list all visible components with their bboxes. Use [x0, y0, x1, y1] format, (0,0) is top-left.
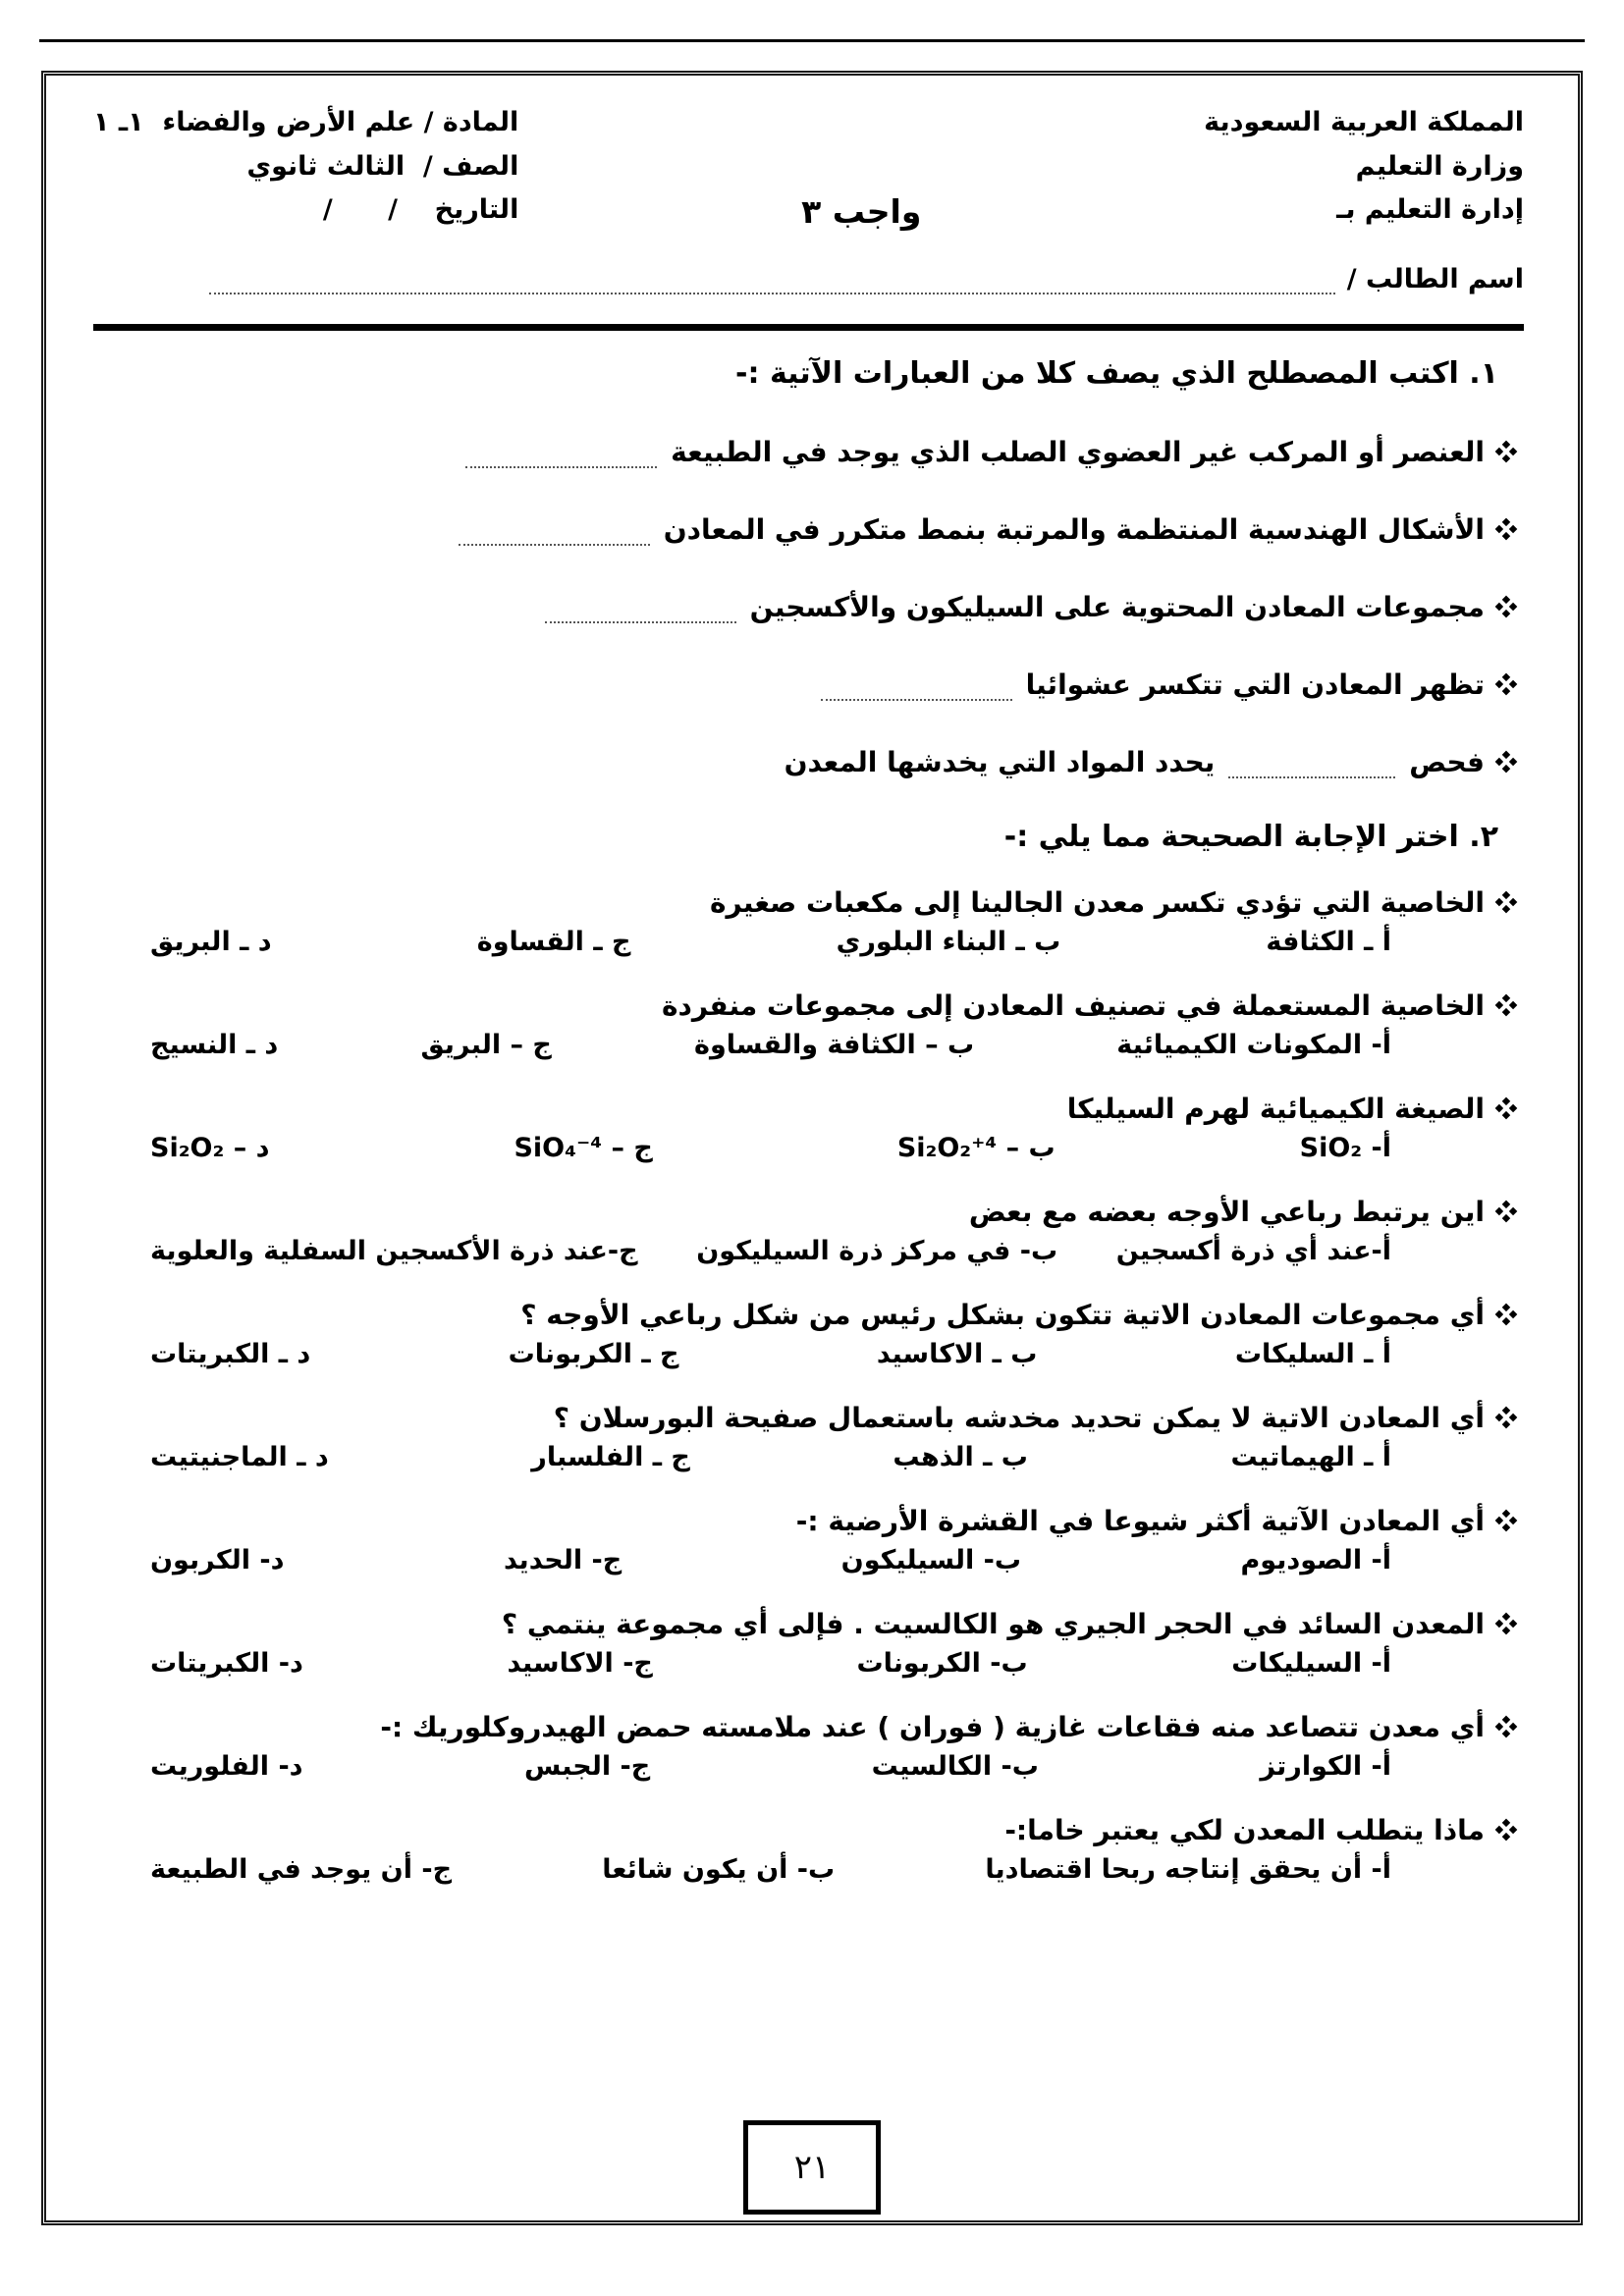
diamond-bullet-icon	[1495, 891, 1518, 914]
mcq-option-d: د- الكبريتات	[150, 1647, 303, 1679]
definition-text-after: يحدد المواد التي يخدشها المعدن	[784, 745, 1216, 778]
definition-text: مجموعات المعادن المحتوية على السيليكون والأكسجين	[749, 590, 1485, 623]
diamond-bullet-icon	[1495, 1716, 1518, 1738]
diamond-bullet-icon	[1495, 1201, 1518, 1223]
header-grade: الصف / الثالث ثانوي	[246, 150, 519, 182]
answer-blank	[545, 606, 736, 623]
mcq-option-b: ب- الكالسيت	[871, 1750, 1039, 1782]
header-edu-department: إدارة التعليم بـ	[1336, 194, 1524, 226]
mcq-option-a: أ- أن يحقق إنتاجه ربحا اقتصاديا	[985, 1853, 1391, 1885]
mcq-options	[93, 1030, 1524, 1060]
mcq-question: أي معدن تتصاعد منه فقاعات غازية ( فوران ) عند ملامسته حمض الهيدروكلوريك :-	[380, 1710, 1485, 1743]
mcq-option-a: أ- SiO₂	[1299, 1132, 1391, 1163]
mcq-options	[93, 1339, 1524, 1369]
mcq-question: الصيغة الكيميائية لهرم السيليكا	[1066, 1092, 1485, 1125]
mcq-option-b: ب ـ البناء البلوري	[836, 926, 1061, 957]
mcq-options	[93, 1442, 1524, 1472]
header	[93, 101, 1524, 233]
mcq-options	[93, 1133, 1524, 1163]
definition-text: فحص	[1409, 745, 1485, 778]
mcq-option-c: ج – البريق	[420, 1029, 552, 1060]
mcq-question: المعدن السائد في الحجر الجيري هو الكالسيت . فإلى أي مجموعة ينتمي ؟	[501, 1607, 1485, 1640]
diamond-bullet-icon	[1495, 518, 1518, 541]
diamond-bullet-icon	[1495, 1407, 1518, 1429]
mcq-option-c: ج ـ الكربونات	[508, 1338, 679, 1369]
mcq-question-row	[93, 1505, 1524, 1537]
mcq-question-row	[93, 1093, 1524, 1125]
student-name-blank	[209, 279, 1335, 294]
diamond-bullet-icon	[1495, 441, 1518, 463]
page-number-box	[743, 2120, 881, 2215]
diamond-bullet-icon	[1495, 1304, 1518, 1326]
mcq-block	[93, 886, 1524, 957]
answer-blank	[459, 528, 650, 546]
term-definition-item	[93, 668, 1524, 701]
mcq-question-row	[93, 886, 1524, 919]
term-definition-item	[93, 591, 1524, 623]
mcq-option-d: د- الفلوريت	[150, 1750, 303, 1782]
mcq-question: اين يرتبط رباعي الأوجه بعضه مع بعض	[968, 1195, 1485, 1228]
answer-blank	[821, 683, 1012, 701]
mcq-option-c: ج – SiO₄⁻⁴	[514, 1132, 653, 1163]
mcq-option-c: ج- الجبس	[524, 1750, 651, 1782]
mcq-options	[93, 927, 1524, 957]
mcq-option-a: أ ـ السليكات	[1234, 1338, 1391, 1369]
top-border-rule	[39, 39, 1585, 42]
mcq-option-b: ب- السيليكون	[840, 1544, 1022, 1575]
mcq-option-c: ج ـ القساوة	[476, 926, 631, 957]
diamond-bullet-icon	[1495, 673, 1518, 696]
question2-heading: ٢. اختر الإجابة الصحيحة مما يلي :-	[1003, 819, 1498, 854]
mcq-option-d: د ـ البريق	[150, 926, 272, 957]
mcq-option-d: د ـ الماجنيتيت	[150, 1441, 329, 1472]
definition-text: تظهر المعادن التي تتكسر عشوائيا	[1025, 667, 1485, 701]
mcq-question: ماذا يتطلب المعدن لكي يعتبر خاما:-	[1004, 1813, 1485, 1846]
mcq-option-b: ب ـ الذهب	[893, 1441, 1028, 1472]
term-definition-item	[93, 436, 1524, 468]
mcq-option-c: ج- أن يوجد في الطبيعة	[150, 1853, 453, 1885]
mcq-option-c: ج-عند ذرة الأكسجين السفلية والعلوية	[150, 1235, 638, 1266]
mcq-options	[93, 1751, 1524, 1782]
header-date: التاريخ / /	[322, 194, 519, 226]
mcq-question: الخاصية المستعملة في تصنيف المعادن إلى مجموعات منفردة	[661, 988, 1485, 1022]
mcq-options	[93, 1648, 1524, 1679]
mcq-block	[93, 1608, 1524, 1679]
term-definition-item	[93, 746, 1524, 778]
mcq-options	[93, 1545, 1524, 1575]
diamond-bullet-icon	[1495, 1613, 1518, 1635]
answer-blank	[465, 451, 657, 468]
mcq-option-a: أ- المكونات الكيميائية	[1116, 1029, 1391, 1060]
mcq-option-d: د – Si₂O₂	[150, 1132, 270, 1163]
mcq-option-c: ج- الاكاسيد	[507, 1647, 653, 1679]
mcq-question-row	[93, 1402, 1524, 1434]
mcq-question: أي المعادن الاتية لا يمكن تحديد مخدشه باستعمال صفيحة البورسلان ؟	[553, 1401, 1485, 1434]
mcq-option-a: أ- الكوارتز	[1260, 1750, 1391, 1782]
header-official-block	[1204, 101, 1524, 233]
mcq-block	[93, 1196, 1524, 1266]
diamond-bullet-icon	[1495, 751, 1518, 774]
header-ministry: وزارة التعليم	[1355, 150, 1524, 182]
mcq-block	[93, 1711, 1524, 1782]
mcq-option-b: ب- أن يكون شائعا	[602, 1853, 836, 1885]
mcq-block	[93, 1093, 1524, 1163]
mcq-option-a: أ-عند أي ذرة أكسجين	[1115, 1235, 1391, 1266]
mcq-options	[93, 1236, 1524, 1266]
student-name-label: اسم الطالب /	[1346, 263, 1524, 294]
mcq-question-row	[93, 989, 1524, 1022]
diamond-bullet-icon	[1495, 596, 1518, 618]
mcq-option-c: ج ـ الفلسبار	[531, 1441, 690, 1472]
mcq-block	[93, 1505, 1524, 1575]
mcq-option-b: ب- الكربونات	[856, 1647, 1028, 1679]
mcq-block	[93, 1402, 1524, 1472]
mcq-question: الخاصية التي تؤدي تكسر معدن الجالينا إلى مكعبات صغيرة	[709, 885, 1485, 919]
page-number: ٢١	[793, 2148, 831, 2187]
mcq-option-d: د- الكربون	[150, 1544, 285, 1575]
mcq-option-b: ب – الكثافة والقساوة	[694, 1029, 975, 1060]
mcq-question: أي المعادن الآتية أكثر شيوعا في القشرة الأرضية :-	[795, 1504, 1485, 1537]
mcq-option-a: أ ـ الهيماتيت	[1230, 1441, 1391, 1472]
mcq-question: أي مجموعات المعادن الاتية تتكون بشكل رئيس من شكل رباعي الأوجه ؟	[520, 1298, 1485, 1331]
mcq-option-a: أ- السيليكات	[1231, 1647, 1391, 1679]
mcq-option-b: ب – Si₂O₂⁺⁴	[896, 1132, 1056, 1163]
mcq-block	[93, 1299, 1524, 1369]
definition-text: العنصر أو المركب غير العضوي الصلب الذي يوجد في الطبيعة	[671, 435, 1485, 468]
section-divider	[93, 324, 1524, 331]
diamond-bullet-icon	[1495, 1510, 1518, 1532]
answer-blank	[1228, 761, 1395, 778]
mcq-block	[93, 989, 1524, 1060]
diamond-bullet-icon	[1495, 1819, 1518, 1842]
mcq-option-d: د ـ الكبريتات	[150, 1338, 311, 1369]
mcq-option-b: ب- في مركز ذرة السيليكون	[696, 1235, 1058, 1266]
mcq-question-row	[93, 1299, 1524, 1331]
mcq-option-d: د ـ النسيج	[150, 1029, 279, 1060]
diamond-bullet-icon	[1495, 994, 1518, 1017]
mcq-question-row	[93, 1608, 1524, 1640]
header-subject: المادة / علم الأرض والفضاء ١ـ ١	[93, 107, 519, 137]
mcq-option-a: أ- الصوديوم	[1240, 1544, 1391, 1575]
term-definition-item	[93, 513, 1524, 546]
diamond-bullet-icon	[1495, 1097, 1518, 1120]
header-course-block	[93, 101, 518, 233]
assignment-title: واجب ٣	[801, 191, 922, 231]
header-country: المملكة العربية السعودية	[1204, 107, 1524, 137]
mcq-question-row	[93, 1711, 1524, 1743]
mcq-option-b: ب ـ الاكاسيد	[876, 1338, 1038, 1369]
page-frame	[41, 71, 1583, 2225]
student-name-row	[93, 264, 1524, 294]
mcq-option-c: ج- الحديد	[503, 1544, 623, 1575]
mcq-block	[93, 1814, 1524, 1885]
mcq-question-row	[93, 1814, 1524, 1846]
definition-text: الأشكال الهندسية المنتظمة والمرتبة بنمط متكرر في المعادن	[663, 512, 1485, 546]
mcq-question-row	[93, 1196, 1524, 1228]
mcq-options	[93, 1854, 1524, 1885]
mcq-option-a: أ ـ الكثافة	[1266, 926, 1391, 957]
question1-heading: ١. اكتب المصطلح الذي يصف كلا من العبارات الآتية :-	[735, 355, 1498, 391]
